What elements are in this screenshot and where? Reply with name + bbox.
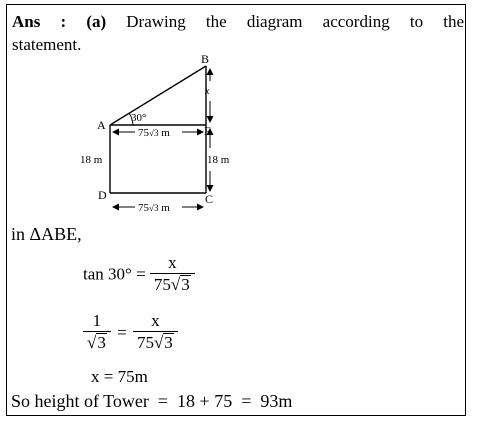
line-ab xyxy=(110,66,206,125)
tower-diagram xyxy=(7,5,465,415)
ec-height-label: 18 m xyxy=(207,154,230,166)
conclusion: So height of Tower = 18 + 75 = 93m xyxy=(11,391,293,411)
answer-box xyxy=(6,4,466,416)
point-label-a: A xyxy=(97,118,106,132)
intro-word: the xyxy=(205,12,227,31)
fraction: $\frac{1}{√3}$ xyxy=(83,311,111,354)
part-label: (a) xyxy=(86,12,107,31)
intro-word: the xyxy=(443,12,464,31)
point-label-e: E xyxy=(204,124,212,138)
intro-word: according xyxy=(322,12,390,31)
equation-ratio: $\frac{1}{√3}$ = $\frac{x}{75√3}$ xyxy=(83,311,178,354)
dc-length-label: 75√3 m xyxy=(138,202,170,214)
equation-tan-lhs: tan 30° = xyxy=(83,264,146,284)
intro-word: to xyxy=(409,12,424,31)
ae-length-label: 75√3 m xyxy=(138,127,170,139)
ad-height-label: 18 m xyxy=(80,154,103,166)
intro-word: diagram xyxy=(246,12,303,31)
point-label-b: B xyxy=(201,52,210,66)
equation-result: x = 75m xyxy=(91,367,148,386)
fraction: $\frac{x}{75√3}$ xyxy=(150,253,195,296)
be-length-label: x xyxy=(205,86,210,97)
equation-tan xyxy=(83,253,195,296)
delta-symbol: Δ xyxy=(29,224,42,244)
triangle-reference: in ΔABE, xyxy=(11,224,82,244)
fraction: $\frac{x}{75√3}$ xyxy=(133,311,178,354)
ans-colon: : xyxy=(60,12,67,31)
point-label-c: C xyxy=(205,192,214,206)
intro-word: Drawing xyxy=(126,12,186,31)
ans-label: Ans xyxy=(12,12,41,31)
answer-intro-line-2: statement. xyxy=(12,35,82,54)
angle-label: 30° xyxy=(131,112,147,124)
point-label-d: D xyxy=(98,188,107,202)
